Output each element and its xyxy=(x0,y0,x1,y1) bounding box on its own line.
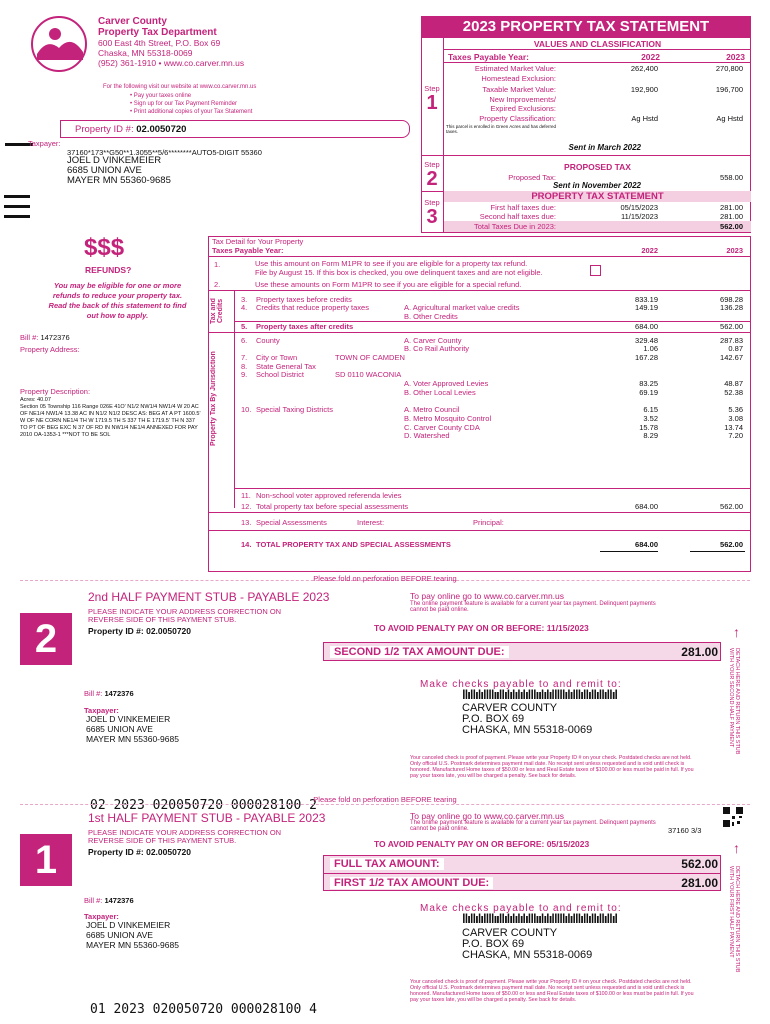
line-1-a: Use this amount on Form M1PR to see if you are eligible for a property tax refund. xyxy=(255,259,528,268)
refunds-text: You may be eligible for one or more refunds to reduce your property tax. Read the back of this statement to find out how to apply. xyxy=(48,281,187,320)
line-10b-2022: 3.52 xyxy=(643,414,658,423)
property-description: Acres: 40.07 Section 05 Township 116 Range 026E 41O' N1/2 NW1/4 NW1/4 W 20 AC OF NE1/4 NW1/4 13.38 AC IN N1/2 N1/2 DESC AS: BEG AT A PT 1600.5' W OF NE CORN NE1/4 TH W 1719.5 TH S 337 TH E 1719.5' TH N 337 TO PT OF BEG EXC N 37 OF RD IN NW1/4 NE1/4 ANNEXED FOR PAY 2010 OA-1353-1 ***NOT TO BE SOL xyxy=(20,397,201,438)
line-13-principal: Principal: xyxy=(473,518,504,527)
stub-1-scanline: 01 2023 020050720 000028100 4 xyxy=(90,1002,317,1017)
bullet-print: • Print additional copies of your Tax Statement xyxy=(130,109,253,115)
value-row-2022: 192,900 xyxy=(630,85,658,94)
remit-line-3: CHASKA, MN 55318-0069 xyxy=(462,949,593,961)
line-7-2023: 142.67 xyxy=(720,353,743,362)
line-6b-2023: 0.87 xyxy=(728,344,743,353)
stub-bill-value: 1472376 xyxy=(104,896,134,905)
rule xyxy=(444,62,751,63)
stub-2-detach-note: DETACH HERE AND RETURN THIS STUB WITH YOUR SECOND HALF PAYMENT xyxy=(728,648,740,755)
stub-bill-label: Bill #: xyxy=(84,896,103,905)
value-row-label: Estimated Market Value: xyxy=(474,64,556,73)
first-half-amount: 281.00 xyxy=(720,203,743,212)
county-name: Carver County xyxy=(98,16,167,27)
remit-address xyxy=(462,928,592,961)
step-divider xyxy=(443,37,444,233)
rule xyxy=(444,49,751,50)
remit-line-3: CHASKA, MN 55318-0069 xyxy=(462,724,593,736)
tax-and-credits-label: Tax and Credits xyxy=(210,298,224,324)
line-7-town: TOWN OF CAMDEN xyxy=(335,353,405,362)
stub-bill-label: Bill #: xyxy=(84,689,103,698)
step-number-2: 2 xyxy=(426,168,438,190)
county-header xyxy=(98,16,244,68)
stub-taxpayer-city: MAYER MN 55360-9685 xyxy=(86,940,179,950)
line-10d-2022: 8.29 xyxy=(643,431,658,440)
line-10d-2023: 7.20 xyxy=(728,431,743,440)
total-due-label: Total Taxes Due in 2023: xyxy=(474,222,556,231)
bill-number xyxy=(20,333,70,342)
side-divider xyxy=(234,290,235,508)
stub-1-indicate: PLEASE INDICATE YOUR ADDRESS CORRECTION ON REVERSE SIDE OF THIS PAYMENT STUB. xyxy=(88,828,282,845)
stub-1-code: 37160 3/3 xyxy=(668,826,702,835)
rule xyxy=(209,530,751,531)
qr-code-icon xyxy=(722,806,744,828)
line-12-2023: 562.00 xyxy=(720,502,743,511)
taxpayer-label: Taxpayer: xyxy=(28,139,61,148)
line-10d: D. Watershed xyxy=(404,431,450,440)
line-6b-2022: 1.06 xyxy=(643,344,658,353)
rule xyxy=(209,332,751,333)
line-10: Special Taxing Districts xyxy=(256,405,333,414)
value-row-2023: 196,700 xyxy=(715,85,743,94)
proposed-tax-title: PROPOSED TAX xyxy=(564,162,631,172)
line-14-2022: 684.00 xyxy=(635,540,658,549)
taxpayer-barcode-line: 37160*173**G50**1.3055**5/6********AUTO5-DIGIT 55360 xyxy=(67,148,262,157)
bullet-reminder: • Sign up for our Tax Payment Reminder xyxy=(130,101,238,107)
rule xyxy=(209,290,751,291)
proposed-tax-value: 558.00 xyxy=(720,173,743,182)
line-10b: B. Metro Mosquito Control xyxy=(404,414,492,423)
line-4a: A. Agricultural market value credits xyxy=(404,303,520,312)
line-9a-2023: 48.87 xyxy=(724,379,743,388)
remit-line-2: P.O. BOX 69 xyxy=(462,938,525,950)
stub-1-detach-note: DETACH HERE AND RETURN THIS STUB WITH YOUR FIRST HALF PAYMENT xyxy=(728,866,740,973)
up-arrow-icon: ↑ xyxy=(733,624,740,640)
remit-address xyxy=(462,703,592,736)
taxpayer-city: MAYER MN 55360-9685 xyxy=(67,175,171,186)
stub-taxpayer-name: JOEL D VINKEMEIER xyxy=(86,714,171,724)
step-label: Step xyxy=(424,84,440,93)
line-2-num: 2. xyxy=(214,280,221,289)
line-1-text xyxy=(255,259,543,277)
stub-2-indicate: PLEASE INDICATE YOUR ADDRESS CORRECTION ON REVERSE SIDE OF THIS PAYMENT STUB. xyxy=(88,607,282,624)
remit-label: Make checks payable to and remit to: xyxy=(420,903,622,914)
first-half-date: 05/15/2023 xyxy=(620,203,658,212)
refunds-title: REFUNDS? xyxy=(85,265,132,275)
postal-barcode: ǀǀıǀǀıǀıǀǀǀǀııǀǀıǀıǀıǀıǀıǀǀǀııǀıǀıǀǀǀǀǀıǀıǀǀǀıǀǀıǀǀıǀǀıǀǀıǀ xyxy=(462,687,618,702)
property-id xyxy=(75,124,186,135)
line-3-2022: 833.19 xyxy=(635,295,658,304)
line-9b-2022: 69.19 xyxy=(639,388,658,397)
website-bullets xyxy=(130,92,252,116)
line-4: Credits that reduce property taxes xyxy=(256,303,369,312)
county-address-1: 600 East 4th Street, P.O. Box 69 xyxy=(98,38,221,48)
line-6a: A. Carver County xyxy=(404,336,462,345)
stub-2-title: 2nd HALF PAYMENT STUB - PAYABLE 2023 xyxy=(88,590,330,604)
delinquent-checkbox[interactable] xyxy=(590,265,601,276)
value-row-label: Homestead Exclusion: xyxy=(481,74,556,83)
line-10a: A. Metro Council xyxy=(404,405,460,414)
line-7-2022: 167.28 xyxy=(635,353,658,362)
value-row-label: Expired Exclusions: xyxy=(490,104,556,113)
line-5-2023: 562.00 xyxy=(720,322,743,331)
line-9: School District xyxy=(256,370,304,379)
stub-1-property-id: Property ID #: 02.0050720 xyxy=(88,847,192,857)
line-6a-2023: 287.83 xyxy=(720,336,743,345)
line-1-b: File by August 15. If this box is checked, you owe delinquent taxes and are not eligible. xyxy=(255,268,543,277)
bill-label: Bill #: xyxy=(20,333,39,342)
property-address-label: Property Address: xyxy=(20,345,80,354)
property-description-label: Property Description: xyxy=(20,387,91,396)
stub-1-full-label: FULL TAX AMOUNT: xyxy=(330,858,444,870)
remit-line-1: CARVER COUNTY xyxy=(462,702,558,714)
department-name: Property Tax Department xyxy=(98,27,217,38)
fold-note: Please fold on perforation BEFORE tearing xyxy=(313,795,457,804)
stub-1-penalty: TO AVOID PENALTY PAY ON OR BEFORE: 05/15/2023 xyxy=(374,839,590,849)
line-4-2023: 136.28 xyxy=(720,303,743,312)
stub-taxpayer-city: MAYER MN 55360-9685 xyxy=(86,734,179,744)
stub-2-due-label: SECOND 1/2 TAX AMOUNT DUE: xyxy=(330,646,509,658)
line-1-num: 1. xyxy=(214,260,221,269)
line-3-2023: 698.28 xyxy=(720,295,743,304)
taxes-payable-year-label: Taxes Payable Year: xyxy=(448,52,529,62)
stub-2-scanline: 02 2023 020050720 000028100 2 xyxy=(90,798,317,813)
bullet-pay-online: • Pay your taxes online xyxy=(130,93,192,99)
stub-2-bill xyxy=(84,689,134,698)
up-arrow-icon: ↑ xyxy=(733,840,740,856)
perforation xyxy=(20,804,750,805)
double-underline xyxy=(600,551,658,552)
detail-payable-label: Taxes Payable Year: xyxy=(212,246,284,255)
stub-2-property-id: Property ID #: 02.0050720 xyxy=(88,626,192,636)
line-14-2023: 562.00 xyxy=(720,540,743,549)
sent-march: Sent in March 2022 xyxy=(568,143,641,152)
line-13-interest: Interest: xyxy=(357,518,385,527)
step-label: Step xyxy=(424,198,440,207)
line-11: Non-school voter approved referenda levies xyxy=(256,491,402,500)
line-9-district: SD 0110 WACONIA xyxy=(335,370,402,379)
stub-2-online-note: The online payment feature is available for a current year tax payment. Delinquent payments cannot be paid online. xyxy=(410,601,656,613)
year-2023: 2023 xyxy=(726,52,745,62)
mark-bar xyxy=(4,205,30,208)
jurisdiction-label: Property Tax By Jurisdiction xyxy=(210,351,217,447)
value-row-label: Taxable Market Value: xyxy=(482,85,556,94)
stub-2-penalty: TO AVOID PENALTY PAY ON OR BEFORE: 11/15/2023 xyxy=(374,623,589,633)
stub-1-due-amount: 281.00 xyxy=(681,876,718,890)
detail-year-2023: 2023 xyxy=(726,246,743,255)
line-9a-2022: 83.25 xyxy=(639,379,658,388)
line-12-2022: 684.00 xyxy=(635,502,658,511)
green-acres-note: This parcel is enrolled in Green Acres and has deferred taxes. xyxy=(446,124,557,134)
rule xyxy=(421,155,751,156)
value-row-label: New Improvements/ xyxy=(489,95,556,104)
first-half-label: First half taxes due: xyxy=(490,203,556,212)
line-9a: A. Voter Approved Levies xyxy=(404,379,489,388)
stub-1-bill xyxy=(84,896,134,905)
line-6: County xyxy=(256,336,280,345)
bill-value: 1472376 xyxy=(40,333,70,342)
step-number-1: 1 xyxy=(426,92,438,114)
line-9b: B. Other Local Levies xyxy=(404,388,476,397)
value-row-2022: 262,400 xyxy=(630,64,658,73)
line-5-2022: 684.00 xyxy=(635,322,658,331)
stub-1-online: To pay online go to www.co.carver.mn.us xyxy=(410,811,565,821)
second-half-label: Second half taxes due: xyxy=(479,212,556,221)
stub-taxpayer-street: 6685 UNION AVE xyxy=(86,724,153,734)
detail-year-2022: 2022 xyxy=(641,246,658,255)
line-4-2022: 149.19 xyxy=(635,303,658,312)
postal-barcode: ǀǀıǀǀıǀıǀǀǀǀııǀǀıǀıǀıǀıǀıǀǀǀııǀıǀıǀǀǀǀǀıǀıǀǀǀıǀǀıǀǀıǀǀıǀǀıǀ xyxy=(462,911,618,926)
line-7: City or Town xyxy=(256,353,298,362)
refunds-dollars: $$$ xyxy=(84,234,125,261)
value-row-2022: Ag Hstd xyxy=(631,114,658,123)
line-6a-2022: 329.48 xyxy=(635,336,658,345)
stub-2-taxpayer xyxy=(86,714,179,744)
stub-2-badge: 2 xyxy=(20,613,72,665)
value-row-label: Property Classification: xyxy=(479,114,556,123)
property-id-label: Property ID #: xyxy=(75,124,134,135)
rule xyxy=(209,256,751,257)
remit-note: Your canceled check is proof of payment. Please write your Property ID # on your check. Postdated checks are not held. Only official U.S. Postmark determines payment mail date. No receipt sent unless requested and is void until check is honored. Manufactured Home taxes of $50.00 or less and Real Estate taxes of $100.00 or less must be paid in full. If you pay your taxes late, you will be charged a penalty. See back for details. xyxy=(410,755,694,779)
line-10c: C. Carver County CDA xyxy=(404,423,480,432)
fold-note: Please fold on perforation BEFORE tearing xyxy=(313,574,457,583)
second-half-amount: 281.00 xyxy=(720,212,743,221)
step-label: Step xyxy=(424,160,440,169)
rule xyxy=(323,873,721,874)
line-10a-2023: 5.36 xyxy=(728,405,743,414)
line-10c-2022: 15.78 xyxy=(639,423,658,432)
stub-2-taxpayer-label: Taxpayer: xyxy=(84,706,119,715)
stub-2-online: To pay online go to www.co.carver.mn.us xyxy=(410,591,565,601)
line-10c-2023: 13.74 xyxy=(724,423,743,432)
mark-bar xyxy=(4,215,30,218)
stub-1-badge: 1 xyxy=(20,834,72,886)
year-2022: 2022 xyxy=(641,52,660,62)
sent-november: Sent in November 2022 xyxy=(552,181,641,190)
line-9b-2023: 52.38 xyxy=(724,388,743,397)
website-note: For the following visit our website at www.co.carver.mn.us xyxy=(103,84,257,90)
remit-line-2: P.O. BOX 69 xyxy=(462,713,525,725)
taxpayer-name: JOEL D VINKEMEIER xyxy=(67,155,162,166)
line-2-text: Use these amounts on Form M1PR to see if you are eligible for a special refund. xyxy=(255,280,522,289)
line-13: Special Assessments xyxy=(256,518,327,527)
stub-1-title: 1st HALF PAYMENT STUB - PAYABLE 2023 xyxy=(88,811,326,825)
line-8: State General Tax xyxy=(256,362,316,371)
county-logo-icon xyxy=(25,14,93,74)
mark-bar xyxy=(4,195,30,198)
stub-1-online-note: The online payment feature is available for a current year tax payment. Delinquent payments cannot be paid online. xyxy=(410,820,656,832)
stub-taxpayer-street: 6685 UNION AVE xyxy=(86,930,153,940)
line-3: Property taxes before credits xyxy=(256,295,352,304)
county-phone-web: (952) 361-1910 • www.co.carver.mn.us xyxy=(98,58,245,68)
line-5: Property taxes after credits xyxy=(256,322,354,331)
second-half-date: 11/15/2023 xyxy=(621,212,658,221)
statement-title: 2023 PROPERTY TAX STATEMENT xyxy=(421,16,751,37)
property-tax-statement-title: PROPERTY TAX STATEMENT xyxy=(444,191,751,202)
value-row-2023: 270,800 xyxy=(715,64,743,73)
stub-1-due-label: FIRST 1/2 TAX AMOUNT DUE: xyxy=(330,877,493,889)
stub-2-due-amount: 281.00 xyxy=(681,645,718,659)
step-number-3: 3 xyxy=(426,206,438,228)
remit-label: Make checks payable to and remit to: xyxy=(420,679,622,690)
county-address-2: Chaska, MN 55318-0069 xyxy=(98,48,193,58)
taxpayer-street: 6685 UNION AVE xyxy=(67,165,142,176)
stub-bill-value: 1472376 xyxy=(104,689,134,698)
line-12: Total property tax before special assessments xyxy=(256,502,409,511)
stub-1-taxpayer xyxy=(86,920,179,950)
line-10b-2023: 3.08 xyxy=(728,414,743,423)
value-row-2023: Ag Hstd xyxy=(716,114,743,123)
line-10a-2022: 6.15 xyxy=(643,405,658,414)
rule xyxy=(209,512,751,513)
taxpayer-address xyxy=(67,156,171,186)
remit-line-1: CARVER COUNTY xyxy=(462,927,558,939)
values-title: VALUES AND CLASSIFICATION xyxy=(533,39,662,49)
stub-1-full-amount: 562.00 xyxy=(681,857,718,871)
line-6b: B. Co Rail Authority xyxy=(404,344,470,353)
tax-detail-title: Tax Detail for Your Property xyxy=(212,237,304,246)
proposed-tax-label: Proposed Tax: xyxy=(508,173,556,182)
line-14: TOTAL PROPERTY TAX AND SPECIAL ASSESSMENTS xyxy=(256,540,451,549)
stub-taxpayer-name: JOEL D VINKEMEIER xyxy=(86,920,171,930)
double-underline xyxy=(690,551,745,552)
line-4b: B. Other Credits xyxy=(404,312,458,321)
total-due-amount: 562.00 xyxy=(720,222,743,231)
rule xyxy=(235,488,751,489)
stub-1-taxpayer-label: Taxpayer: xyxy=(84,912,119,921)
property-id-value: 02.0050720 xyxy=(136,124,187,135)
remit-note: Your canceled check is proof of payment. Please write your Property ID # on your check. Postdated checks are not held. Only official U.S. Postmark determines payment mail date. No receipt sent unless requested and is void until check is honored. Manufactured Home taxes of $50.00 or less and Real Estate taxes of $100.00 or less must be paid in full. If you pay your taxes late, you will be charged a penalty. See back for details. xyxy=(410,979,694,1003)
